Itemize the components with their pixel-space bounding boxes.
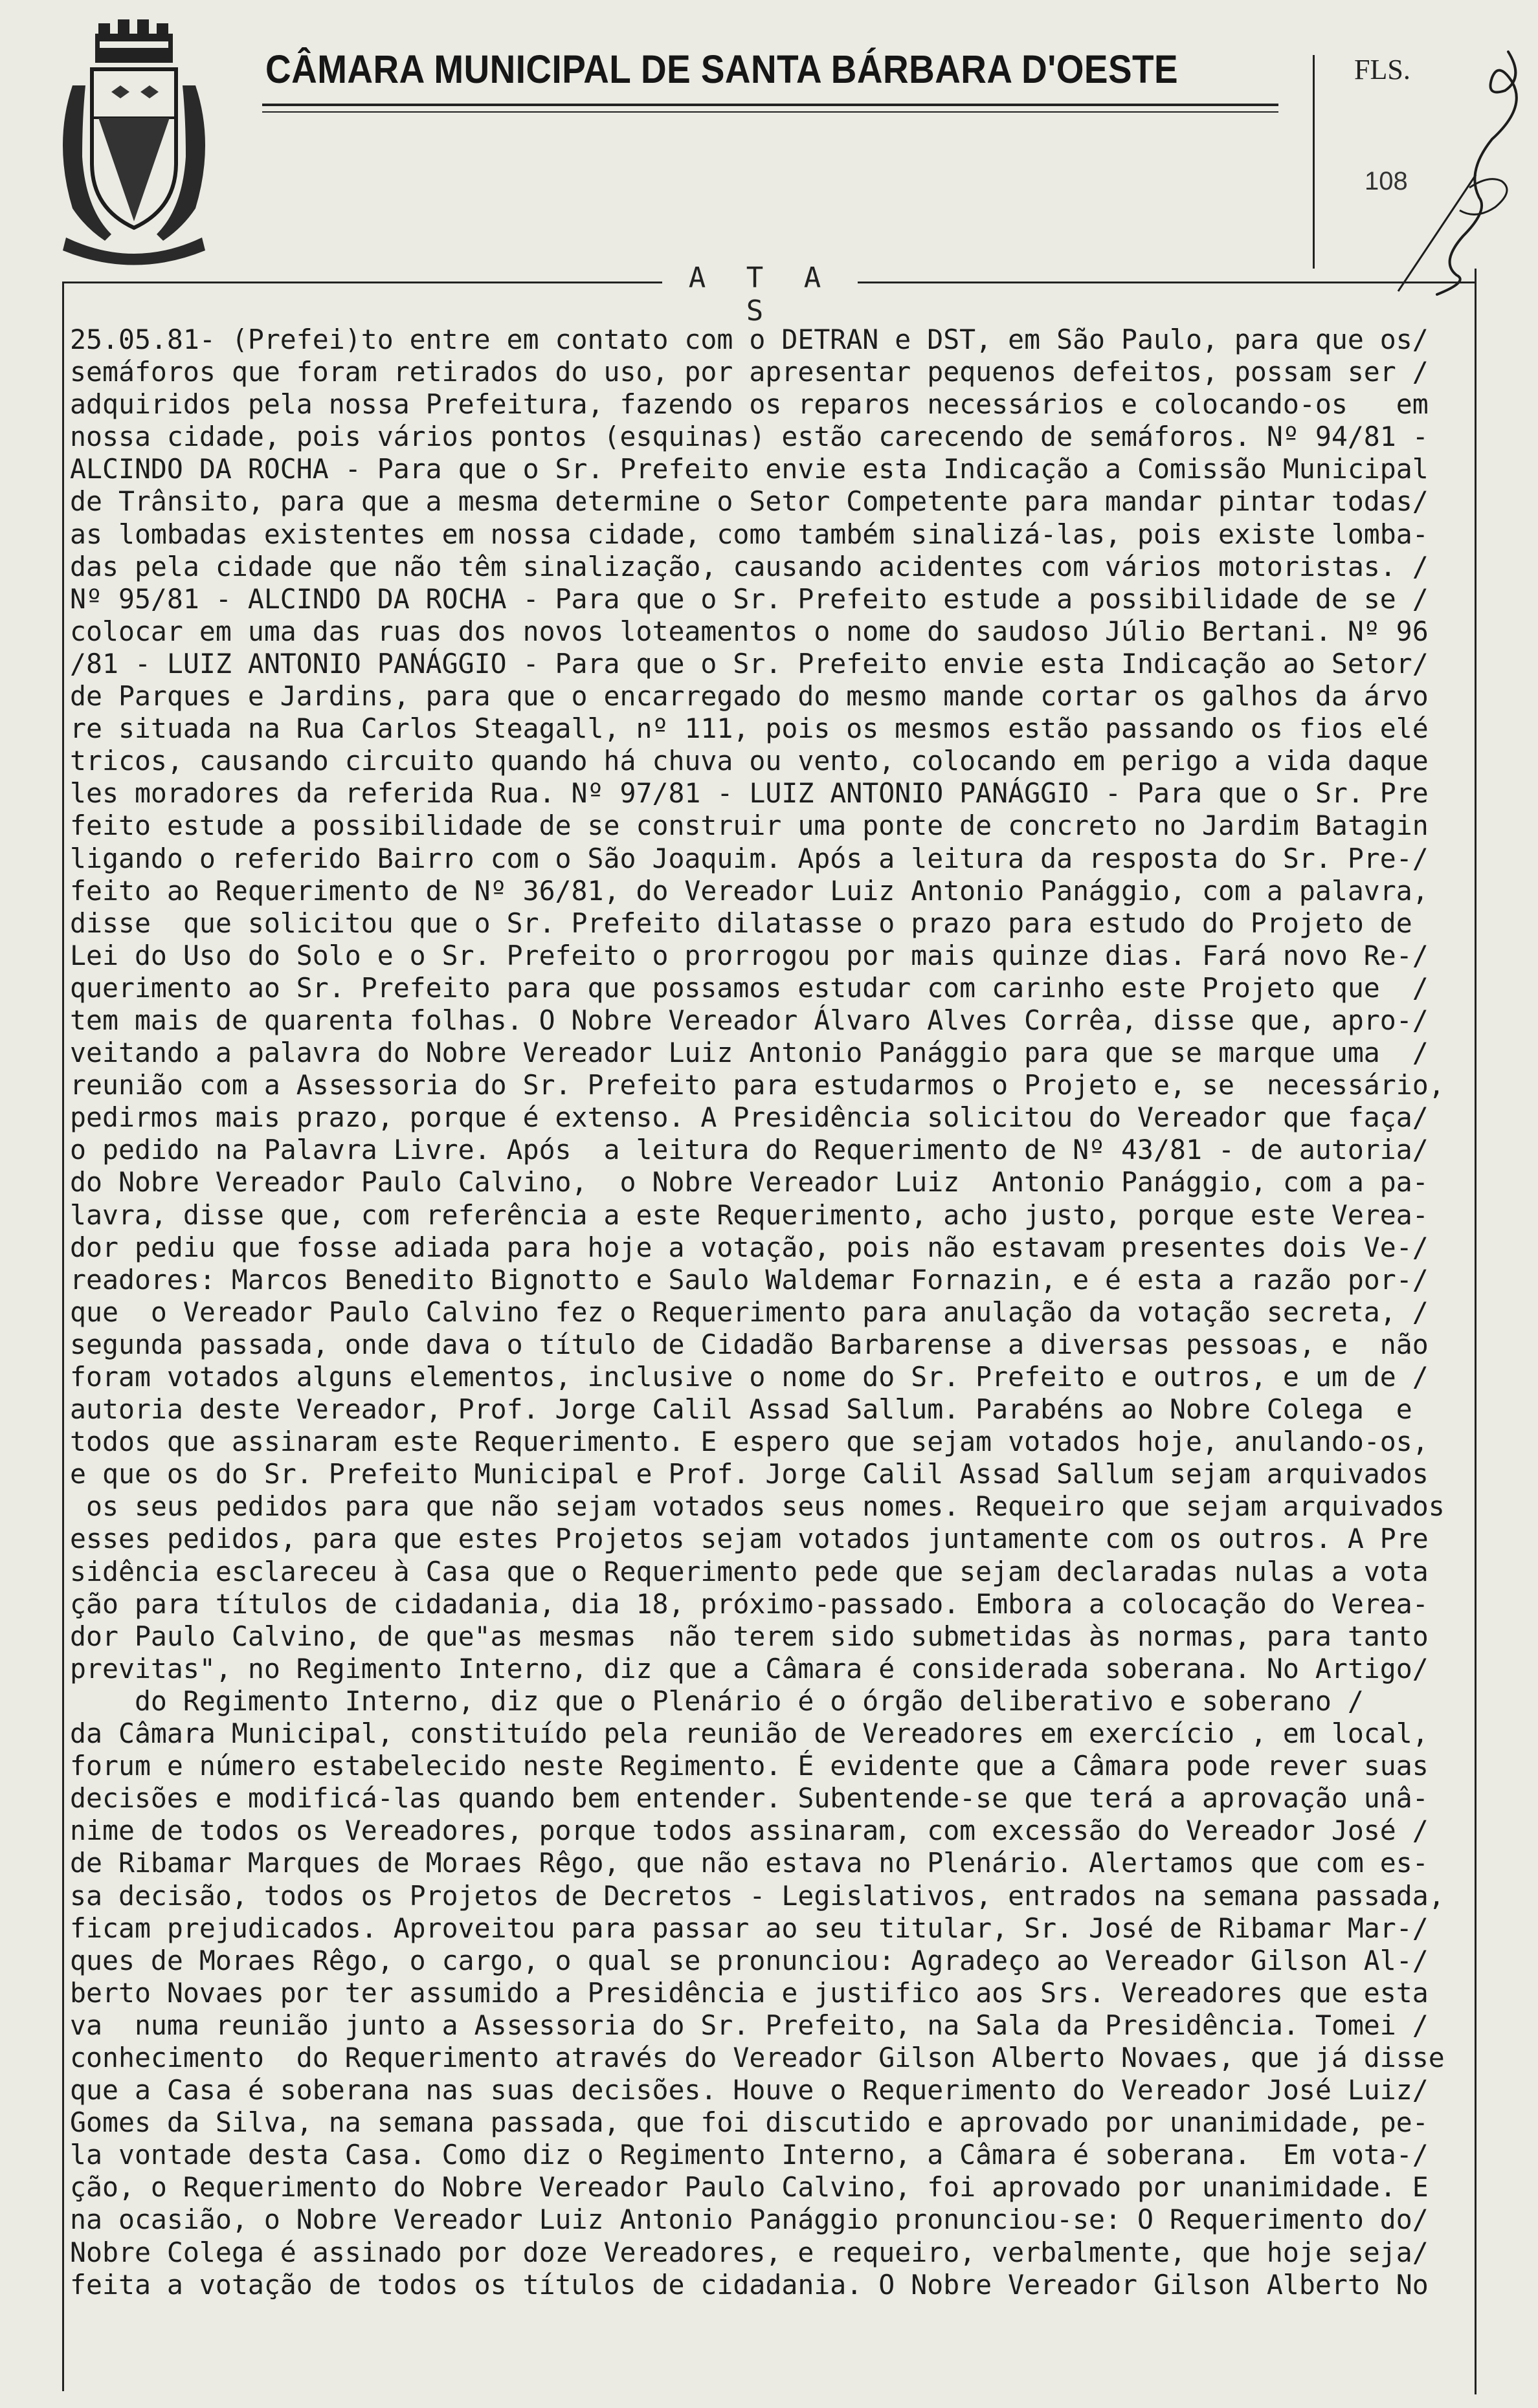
text-line: do Nobre Vereador Paulo Calvino, o Nobre Vereador Luiz Antonio Panággio, com a pa- [70, 1166, 1429, 1198]
text-line: va numa reunião junto a Assessoria do Sr. Prefeito, na Sala da Presidência. Tomei / [70, 2009, 1429, 2041]
text-line: que a Casa é soberana nas suas decisões. Houve o Requerimento do Vereador José Luiz/ [70, 2074, 1429, 2106]
text-line: ção para títulos de cidadania, dia 18, próximo-passado. Embora a colocação do Verea- [70, 1587, 1429, 1620]
text-line: que o Vereador Paulo Calvino fez o Requerimento para anulação da votação secreta, / [70, 1296, 1429, 1328]
text-line: Lei do Uso do Solo e o Sr. Prefeito o prorrogou por mais quinze dias. Fará novo Re-/ [70, 939, 1429, 971]
text-line: ção, o Requerimento do Nobre Vereador Paulo Calvino, foi aprovado por unanimidade. E [70, 2171, 1429, 2204]
folio-number: 108 [1365, 167, 1408, 195]
frame-top-right [858, 282, 1476, 283]
text-line: querimento ao Sr. Prefeito para que possamos estudar com carinho este Projeto que / [70, 971, 1429, 1004]
text-line: lavra, disse que, com referência a este Requerimento, acho justo, porque este Verea- [70, 1198, 1429, 1231]
text-line: Gomes da Silva, na semana passada, que foi discutido e aprovado por unanimidade, pe- [70, 2106, 1429, 2139]
text-line: colocar em uma das ruas dos novos loteamentos o nome do saudoso Júlio Bertani. Nº 96 [70, 615, 1429, 647]
text-line: o pedido na Palavra Livre. Após a leitura do Requerimento de Nº 43/81 - de autoria/ [70, 1134, 1429, 1166]
text-line: dor pediu que fosse adiada para hoje a votação, pois não estavam presentes dois Ve-/ [70, 1231, 1429, 1263]
institution-title: CÂMARA MUNICIPAL DE SANTA BÁRBARA D'OESTE [265, 47, 1179, 91]
text-line: decisões e modificá-las quando bem entender. Subentende-se que terá a aprovação unâ- [70, 1782, 1429, 1815]
text-line: de Parques e Jardins, para que o encarregado do mesmo mande cortar os galhos da árvo [70, 680, 1429, 712]
text-line: reunião com a Assessoria do Sr. Prefeito para estudarmos o Projeto e, se necessário, [70, 1069, 1445, 1101]
title-underline-thin [262, 111, 1278, 113]
text-line: ligando o referido Bairro com o São Joaquim. Após a leitura da resposta do Sr. Pre-/ [70, 842, 1429, 874]
text-line: feito estude a possibilidade de se construir uma ponte de concreto no Jardim Batagin [70, 810, 1429, 842]
folio-label: FLS. [1354, 54, 1410, 85]
handwritten-signature [1379, 39, 1534, 311]
folio-divider [1313, 55, 1315, 269]
text-line: nime de todos os Vereadores, porque todos assinaram, com excessão do Vereador José / [70, 1815, 1429, 1847]
text-line: nossa cidade, pois vários pontos (esquinas) estão carecendo de semáforos. Nº 94/81 - [70, 421, 1429, 453]
text-line: feito ao Requerimento de Nº 36/81, do Vereador Luiz Antonio Panággio, com a palavra, [70, 874, 1429, 907]
text-line: segunda passada, onde dava o título de Cidadão Barbarense a diversas pessoas, e não [70, 1328, 1429, 1360]
title-underline [262, 104, 1278, 106]
text-line: foram votados alguns elementos, inclusive o nome do Sr. Prefeito e outros, e um de / [70, 1361, 1429, 1393]
text-line: adquiridos pela nossa Prefeitura, fazendo os reparos necessários e colocando-os em [70, 388, 1429, 421]
text-line: re situada na Rua Carlos Steagall, nº 111, pois os mesmos estão passando os fios elé [70, 712, 1429, 745]
text-line: na ocasião, o Nobre Vereador Luiz Antonio Panággio pronunciou-se: O Requerimento do/ [70, 2204, 1429, 2236]
text-line: la vontade desta Casa. Como diz o Regimento Interno, a Câmara é soberana. Em vota-/ [70, 2139, 1429, 2171]
text-line: tem mais de quarenta folhas. O Nobre Vereador Álvaro Alves Corrêa, disse que, apro-/ [70, 1004, 1429, 1036]
text-line: /81 - LUIZ ANTONIO PANÁGGIO - Para que o Sr. Prefeito envie esta Indicação ao Setor/ [70, 647, 1429, 679]
text-line: os seus pedidos para que não sejam votados seus nomes. Requeiro que sejam arquivados [70, 1490, 1445, 1523]
text-line: 25.05.81- (Prefei)to entre em contato com o DETRAN e DST, em São Paulo, para que os/ [70, 324, 1429, 355]
text-line: conhecimento do Requerimento através do Vereador Gilson Alberto Novaes, que já disse [70, 2041, 1445, 2073]
text-line: dor Paulo Calvino, de que"as mesmas não terem sido submetidas às normas, para tanto [70, 1620, 1429, 1652]
text-line: forum e número estabelecido neste Regimento. É evidente que a Câmara pode rever suas [70, 1750, 1429, 1782]
frame-right [1475, 269, 1477, 2394]
text-line: do Regimento Interno, diz que o Plenário é o órgão deliberativo e soberano / [70, 1684, 1364, 1717]
text-line: autoria deste Vereador, Prof. Jorge Calil Assad Sallum. Parabéns ao Nobre Colega e [70, 1393, 1412, 1426]
minutes-body [70, 324, 1471, 2301]
text-line: ficam prejudicados. Aproveitou para passar ao seu titular, Sr. José de Ribamar Mar-/ [70, 1912, 1429, 1944]
text-line: feita a votação de todos os títulos de cidadania. O Nobre Vereador Gilson Alberto No [70, 2268, 1429, 2301]
text-line: disse que solicitou que o Sr. Prefeito dilatasse o prazo para estudo do Projeto de [70, 907, 1412, 939]
text-line: readores: Marcos Benedito Bignotto e Saulo Waldemar Fornazin, e é esta a razão por-/ [70, 1263, 1429, 1296]
text-line: todos que assinaram este Requerimento. E espero que sejam votados hoje, anulando-os, [70, 1426, 1429, 1458]
text-line: previtas", no Regimento Interno, diz que a Câmara é considerada soberana. No Artigo/ [70, 1652, 1429, 1684]
text-line: Nº 95/81 - ALCINDO DA ROCHA - Para que o Sr. Prefeito estude a possibilidade de se / [70, 582, 1429, 615]
text-line: de Ribamar Marques de Moraes Rêgo, que não estava no Plenário. Alertamos que com es- [70, 1847, 1429, 1879]
text-line: sa decisão, todos os Projetos de Decretos - Legislativos, entrados na semana passada, [70, 1879, 1445, 1912]
section-title: A T A S [688, 261, 833, 327]
text-line: das pela cidade que não têm sinalização, causando acidentes com vários motoristas. / [70, 550, 1429, 582]
text-line: sidência esclareceu à Casa que o Requerimento pede que sejam declaradas nulas a vota [70, 1555, 1429, 1587]
coat-of-arms-emblem [47, 14, 221, 267]
text-line: tricos, causando circuito quando há chuva ou vento, colocando em perigo a vida daque [70, 745, 1429, 777]
frame-top-left [63, 282, 662, 283]
text-line: les moradores da referida Rua. Nº 97/81 - LUIZ ANTONIO PANÁGGIO - Para que o Sr. Pre [70, 777, 1429, 810]
text-line: da Câmara Municipal, constituído pela reunião de Vereadores em exercício , em local, [70, 1718, 1429, 1750]
frame-left [62, 282, 64, 2391]
text-line: esses pedidos, para que estes Projetos sejam votados juntamente com os outros. A Pre [70, 1523, 1429, 1555]
text-line: de Trânsito, para que a mesma determine o Setor Competente para mandar pintar todas/ [70, 485, 1429, 518]
text-line: e que os do Sr. Prefeito Municipal e Prof. Jorge Calil Assad Sallum sejam arquivados [70, 1458, 1429, 1490]
text-line: as lombadas existentes em nossa cidade, como também sinalizá-las, pois existe lomba- [70, 518, 1429, 550]
text-line: veitando a palavra do Nobre Vereador Luiz Antonio Panággio para que se marque uma / [70, 1037, 1429, 1069]
text-line: pedirmos mais prazo, porque é extenso. A Presidência solicitou do Vereador que faça/ [70, 1101, 1429, 1134]
text-line: ques de Moraes Rêgo, o cargo, o qual se pronunciou: Agradeço ao Vereador Gilson Al-/ [70, 1944, 1429, 1976]
text-line: berto Novaes por ter assumido a Presidência e justifico aos Srs. Vereadores que esta [70, 1976, 1429, 2009]
text-line: semáforos que foram retirados do uso, por apresentar pequenos defeitos, possam ser / [70, 356, 1429, 388]
text-line: Nobre Colega é assinado por doze Vereadores, e requeiro, verbalmente, que hoje seja/ [70, 2236, 1429, 2268]
text-line: ALCINDO DA ROCHA - Para que o Sr. Prefeito envie esta Indicação a Comissão Municipal [70, 453, 1429, 485]
